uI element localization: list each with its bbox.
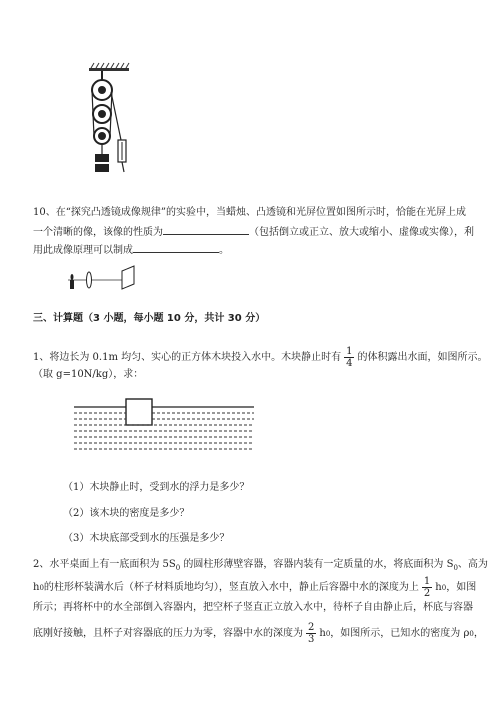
p2-line4-d: ， bbox=[473, 627, 484, 639]
p2-line4-b: h bbox=[319, 627, 326, 639]
p2-line2-b: 的柱形杯装满水后（杯子材料质地均匀），竖直放入水中，静止后容器中水的深度为上 bbox=[43, 581, 419, 593]
p2-line1-b: 的圆柱形薄壁容器，容器内装有一定质量的水，将底面积为 S bbox=[180, 559, 454, 570]
section-heading: 三、计算题（3 小题，每小题 10 分，共计 30 分） bbox=[33, 313, 266, 324]
p1-line2: （取 g=10N/kg），求： bbox=[33, 369, 144, 380]
p2-line1-a: 2、水平桌面上有一底面积为 5S bbox=[33, 559, 176, 570]
p2-line4 bbox=[33, 622, 484, 645]
p1-line1 bbox=[33, 346, 487, 369]
p2-line4-a: 底刚好接触，且杯子对容器底的压力为零，容器中水的深度为 bbox=[33, 627, 303, 639]
answer-blank-device[interactable] bbox=[133, 242, 219, 253]
q10-line3-prefix: 用此成像原理可以制成 bbox=[33, 245, 133, 256]
q10-line2-suffix: （包括倒立或正立、放大或缩小、虚像或实像），利 bbox=[249, 227, 474, 238]
p2-line2-sub: 0 bbox=[39, 583, 44, 592]
fraction-denominator: 2 bbox=[423, 588, 431, 599]
p2-line2 bbox=[33, 576, 476, 599]
q10-line3-suffix: 。 bbox=[219, 245, 229, 256]
p2-line2-d: ，如图 bbox=[446, 581, 477, 593]
p1-question-1: （1）木块静止时，受到水的浮力是多少？ bbox=[63, 482, 250, 493]
fraction-denominator: 4 bbox=[346, 358, 353, 369]
p2-line3: 所示；再将杯中的水全部倒入容器内，把空杯子竖直正立放入水中，待杯子自由静止后，杯底与容器 bbox=[33, 602, 473, 613]
fraction-numerator: 1 bbox=[346, 346, 353, 357]
p1-line1-prefix: 1、将边长为 0.1m 均匀、实心的正方体木块投入水中。木块静止时有 bbox=[33, 351, 342, 363]
q10-line2 bbox=[33, 224, 474, 240]
fraction-one-quarter bbox=[344, 346, 354, 369]
p2-line1-c: 、高为 bbox=[457, 559, 488, 570]
p1-question-2: （2）该木块的密度是多少？ bbox=[63, 508, 190, 519]
p1-question-3: （3）木块底部受到水的压强是多少？ bbox=[63, 533, 230, 544]
floating-block-figure bbox=[74, 398, 254, 460]
q10-line3 bbox=[33, 242, 229, 258]
q10-line2-prefix: 一个清晰的像，该像的性质为 bbox=[33, 227, 163, 238]
lens-experiment-figure bbox=[64, 262, 144, 292]
p2-line4-c: ，如图所示，已知水的密度为 ρ bbox=[330, 627, 470, 639]
p2-line2-a: h bbox=[33, 581, 40, 593]
p2-line2-sub2: 0 bbox=[441, 583, 447, 592]
fraction-numerator: 2 bbox=[308, 622, 315, 633]
p2-sub-b: 0 bbox=[453, 564, 458, 572]
answer-blank-image-nature[interactable] bbox=[163, 224, 249, 235]
p2-line4-sub2: 0 bbox=[469, 629, 474, 638]
q10-line1: 10、在“探究凸透镜成像规律”的实验中，当蜡烛、凸透镜和光屏位置如图所示时，恰能在光屏上成 bbox=[33, 207, 466, 218]
fraction-numerator: 1 bbox=[423, 576, 431, 587]
p2-line1 bbox=[33, 558, 488, 575]
p1-line1-suffix: 的体积露出水面，如图所示。 bbox=[357, 351, 488, 363]
p2-line2-c: h bbox=[435, 581, 442, 593]
pulley-system-figure bbox=[85, 62, 145, 182]
p2-line4-sub: 0 bbox=[325, 629, 331, 638]
fraction-one-half bbox=[422, 576, 432, 599]
p2-sub-a: 0 bbox=[175, 564, 181, 572]
fraction-two-thirds bbox=[306, 622, 316, 645]
fraction-denominator: 3 bbox=[308, 634, 315, 645]
